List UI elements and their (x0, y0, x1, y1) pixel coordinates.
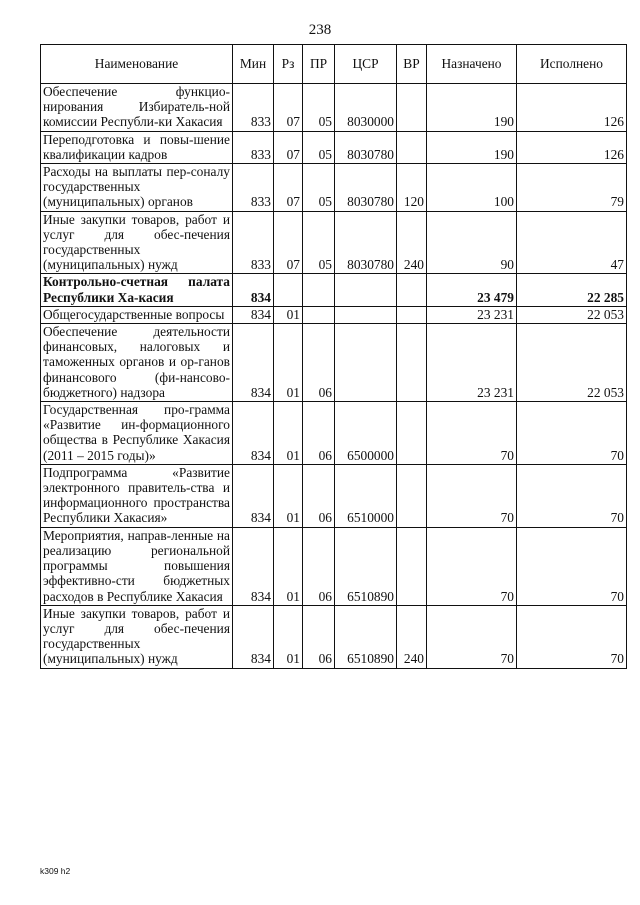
cell-vr (397, 84, 427, 132)
cell-vr (397, 527, 427, 605)
cell-csr (335, 274, 397, 306)
cell-executed: 126 (517, 131, 627, 163)
cell-min: 833 (233, 211, 274, 274)
header-pr: ПР (303, 45, 335, 84)
cell-min: 834 (233, 402, 274, 465)
cell-rz: 07 (274, 211, 303, 274)
cell-executed: 70 (517, 527, 627, 605)
cell-rz (274, 274, 303, 306)
table-row (41, 211, 627, 274)
cell-min: 834 (233, 274, 274, 306)
cell-pr: 05 (303, 211, 335, 274)
cell-csr (335, 324, 397, 402)
table-row (41, 464, 627, 527)
cell-name: Обеспечение деятельности финансовых, налоговых и таможенных органов и ор-ганов финансового (фи-нансово-бюджетного) надзора (41, 324, 233, 402)
cell-executed: 126 (517, 84, 627, 132)
cell-min: 833 (233, 131, 274, 163)
table-row (41, 131, 627, 163)
cell-executed: 47 (517, 211, 627, 274)
cell-csr: 8030780 (335, 131, 397, 163)
page-number: 238 (308, 22, 332, 38)
cell-csr: 8030780 (335, 164, 397, 212)
cell-assigned: 23 231 (427, 324, 517, 402)
header-vr: ВР (397, 45, 427, 84)
cell-pr: 06 (303, 324, 335, 402)
cell-vr: 120 (397, 164, 427, 212)
cell-vr (397, 131, 427, 163)
cell-assigned: 100 (427, 164, 517, 212)
cell-pr: 06 (303, 464, 335, 527)
cell-name: Иные закупки товаров, работ и услуг для обес-печения государственных (муниципальных) нужд (41, 605, 233, 668)
cell-assigned: 190 (427, 84, 517, 132)
cell-rz: 01 (274, 464, 303, 527)
table-row (41, 306, 627, 323)
table-row (41, 84, 627, 132)
cell-rz: 01 (274, 306, 303, 323)
cell-assigned: 70 (427, 527, 517, 605)
header-name: Наименование (41, 45, 233, 84)
cell-rz: 01 (274, 605, 303, 668)
cell-executed: 70 (517, 464, 627, 527)
cell-pr: 06 (303, 527, 335, 605)
cell-name: Контрольно-счетная палата Республики Ха-касия (41, 274, 233, 306)
cell-name: Государственная про-грамма «Развитие ин-формационного общества в Республике Хакасия (2011 – 2015 годы)» (41, 402, 233, 465)
cell-csr: 8030000 (335, 84, 397, 132)
table-header-row (41, 45, 627, 84)
cell-vr (397, 464, 427, 527)
cell-min: 834 (233, 306, 274, 323)
cell-executed: 22 053 (517, 306, 627, 323)
cell-pr (303, 306, 335, 323)
cell-name: Подпрограмма «Развитие электронного правитель-ства и информационного пространства Республики Хакасия» (41, 464, 233, 527)
cell-pr: 06 (303, 605, 335, 668)
header-rz: Рз (274, 45, 303, 84)
cell-name: Мероприятия, направ-ленные на реализацию региональной программы повышения эффективно-сти бюджетных расходов в Республике Хакасия (41, 527, 233, 605)
cell-name: Иные закупки товаров, работ и услуг для обес-печения государственных (муниципальных) нужд (41, 211, 233, 274)
cell-csr: 8030780 (335, 211, 397, 274)
cell-min: 833 (233, 84, 274, 132)
table-row (41, 527, 627, 605)
table-row (41, 605, 627, 668)
cell-csr: 6510000 (335, 464, 397, 527)
cell-assigned: 70 (427, 464, 517, 527)
cell-vr: 240 (397, 211, 427, 274)
cell-min: 834 (233, 324, 274, 402)
header-executed: Исполнено (517, 45, 627, 84)
cell-assigned: 90 (427, 211, 517, 274)
cell-rz: 07 (274, 131, 303, 163)
cell-vr (397, 274, 427, 306)
cell-vr (397, 324, 427, 402)
cell-min: 834 (233, 464, 274, 527)
footer-code: k309 h2 (40, 866, 71, 876)
cell-min: 834 (233, 527, 274, 605)
cell-assigned: 70 (427, 605, 517, 668)
cell-csr: 6500000 (335, 402, 397, 465)
cell-assigned: 70 (427, 402, 517, 465)
cell-rz: 07 (274, 84, 303, 132)
header-csr: ЦСР (335, 45, 397, 84)
cell-pr: 05 (303, 84, 335, 132)
cell-vr (397, 306, 427, 323)
cell-executed: 70 (517, 402, 627, 465)
cell-pr: 05 (303, 131, 335, 163)
cell-executed: 70 (517, 605, 627, 668)
cell-name: Переподготовка и повы-шение квалификации кадров (41, 131, 233, 163)
cell-executed: 22 053 (517, 324, 627, 402)
cell-csr (335, 306, 397, 323)
budget-table (40, 44, 627, 669)
cell-pr: 06 (303, 402, 335, 465)
cell-name: Общегосударственные вопросы (41, 306, 233, 323)
cell-assigned: 23 479 (427, 274, 517, 306)
cell-executed: 22 285 (517, 274, 627, 306)
cell-assigned: 23 231 (427, 306, 517, 323)
cell-csr: 6510890 (335, 605, 397, 668)
cell-executed: 79 (517, 164, 627, 212)
cell-vr: 240 (397, 605, 427, 668)
cell-csr: 6510890 (335, 527, 397, 605)
cell-pr: 05 (303, 164, 335, 212)
cell-min: 833 (233, 164, 274, 212)
cell-rz: 07 (274, 164, 303, 212)
table-row (41, 274, 627, 306)
table-row (41, 402, 627, 465)
table-row (41, 164, 627, 212)
cell-vr (397, 402, 427, 465)
cell-rz: 01 (274, 527, 303, 605)
cell-min: 834 (233, 605, 274, 668)
cell-pr (303, 274, 335, 306)
cell-rz: 01 (274, 324, 303, 402)
table-row (41, 324, 627, 402)
table-body (41, 84, 627, 669)
cell-assigned: 190 (427, 131, 517, 163)
header-assigned: Назначено (427, 45, 517, 84)
cell-name: Обеспечение функцио-нирования Избиратель-ной комиссии Республи-ки Хакасия (41, 84, 233, 132)
cell-rz: 01 (274, 402, 303, 465)
cell-name: Расходы на выплаты пер-соналу государственных (муниципальных) органов (41, 164, 233, 212)
header-min: Мин (233, 45, 274, 84)
